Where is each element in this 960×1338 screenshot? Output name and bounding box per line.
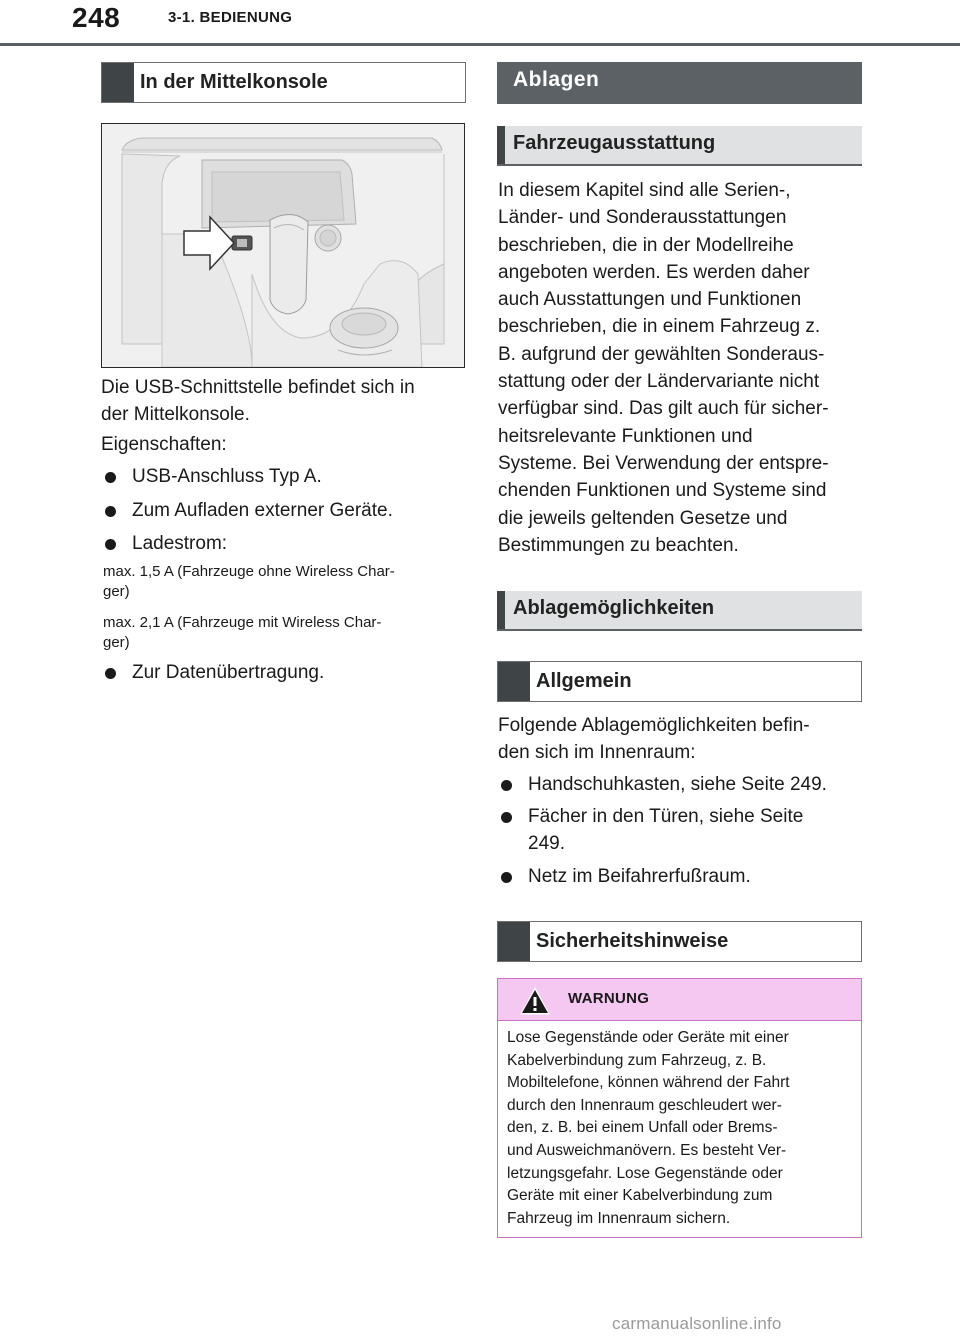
warning-header: [498, 979, 861, 1021]
heading-bar: [102, 63, 134, 102]
heading-ablagemoeglichkeiten: Ablagemöglichkeiten: [497, 591, 862, 631]
list-item: Zum Aufladen externer Geräte.: [105, 497, 465, 525]
general-intro: Folgende Ablagemöglichkeiten befin- den sich im Innenraum:: [498, 715, 810, 764]
bullet-dot: [501, 872, 512, 883]
heading-bar: [497, 126, 505, 164]
watermark: carmanualsonline.info: [612, 1314, 782, 1333]
equipment-paragraph: In diesem Kapitel sind alle Serien-, Länder- und Sonderausstattungen beschrieben, die in der Modellreihe angeboten werden. Es werden daher auch Ausstattungen und Funktionen beschrieben, die in einem Fahrzeug z. B. aufgrund der gewählten Sonderaus- stattung oder der Ländervariante nicht verfügbar sind. Das gilt auch für sicher- heitsrelevante Funktionen und Systeme. Bei Verwendung der entspre- chenden Funktionen und Systeme sind die jeweils geltenden Gesetze und Bestimmungen zu beachten.: [498, 180, 829, 556]
warning-text: Lose Gegenstände oder Geräte mit einer Kabelverbindung zum Fahrzeug, z. B. Mobiltelefone, können während der Fahrt durch den Innenraum geschleudert wer- den, z. B. bei einem Unfall oder Brems- und Ausweichmanövern. Es besteht Ver- letzungsgefahr. Lose Gegenstände oder Geräte mit einer Kabelverbindung zum Fahrzeug im Innenraum sichern.: [507, 1029, 790, 1227]
heading-bar: [498, 662, 530, 701]
heading-allgemein: Allgemein: [497, 661, 862, 702]
list-item: Zur Datenübertragung.: [105, 659, 465, 687]
page-number: 248: [72, 2, 121, 33]
bullet-dot: [105, 506, 116, 517]
list-item: Handschuhkasten, siehe Seite 249.: [501, 771, 862, 799]
bullet-dot: [501, 780, 512, 791]
chapter-title: 3-1. BEDIENUNG: [168, 9, 293, 26]
charge-note-1: max. 1,5 A (Fahrzeuge ohne Wireless Char- ger): [103, 563, 395, 600]
list-item: USB-Anschluss Typ A.: [105, 463, 465, 491]
console-drawing: [102, 124, 464, 367]
page-header: [0, 0, 960, 48]
warning-triangle-icon: [520, 987, 550, 1015]
heading-text: In der Mittelkonsole: [140, 71, 328, 93]
properties-label: Eigenschaften:: [101, 434, 227, 455]
charge-note-2: max. 2,1 A (Fahrzeuge mit Wireless Char- ger): [103, 614, 382, 651]
heading-sicherheitshinweise: Sicherheitshinweise: [497, 921, 862, 962]
intro-text: Die USB-Schnittstelle befindet sich in der Mittelkonsole.: [101, 377, 415, 426]
list-item: Fächer in den Türen, siehe Seite 249.: [501, 803, 862, 859]
warning-box: [497, 978, 862, 1238]
console-illustration: [101, 123, 465, 368]
heading-bar: [498, 922, 530, 961]
list-item: Ladestrom:: [105, 530, 465, 558]
bullet-dot: [105, 539, 116, 550]
heading-fahrzeugausstattung: Fahrzeugausstattung: [497, 126, 862, 166]
header-rule: [0, 43, 960, 46]
bullet-dot: [105, 472, 116, 483]
warning-label: WARNUNG: [568, 990, 650, 1007]
list-item: Netz im Beifahrerfußraum.: [501, 863, 862, 891]
heading-mittelkonsole: [101, 62, 466, 103]
section-title-ablagen: Ablagen: [497, 62, 862, 104]
bullet-dot: [501, 812, 512, 823]
heading-bar: [497, 591, 505, 629]
bullet-dot: [105, 668, 116, 679]
